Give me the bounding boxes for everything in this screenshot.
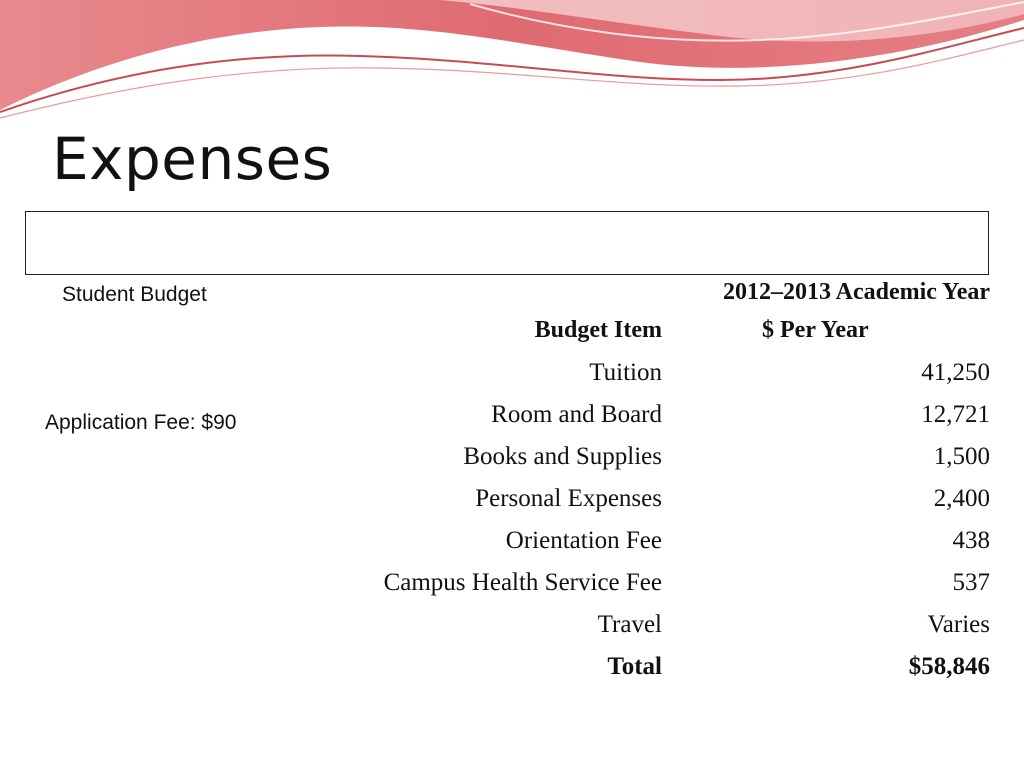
- table-row: [300, 611, 990, 651]
- amount-cell: 2,400: [933, 485, 990, 512]
- table-row: [300, 569, 990, 609]
- decorative-banner: [0, 0, 1024, 130]
- amount-cell: 438: [952, 527, 990, 554]
- budget-item-cell: Orientation Fee: [505, 527, 662, 554]
- total-amount-cell: $58,846: [908, 653, 990, 680]
- empty-frame-box: [25, 211, 989, 275]
- application-fee-label: Application Fee: $90: [45, 411, 237, 434]
- amount-cell: 12,721: [921, 401, 990, 428]
- amount-cell: 41,250: [921, 359, 990, 386]
- budget-item-cell: Campus Health Service Fee: [383, 569, 662, 596]
- amount-cell: Varies: [927, 611, 990, 638]
- table-row: [300, 443, 990, 483]
- amount-cell: 537: [952, 569, 990, 596]
- column-header-per-year: $ Per Year: [762, 317, 869, 343]
- table-row: [300, 401, 990, 441]
- slide-title: Expenses: [52, 125, 333, 193]
- table-row: [300, 527, 990, 567]
- budget-item-cell: Tuition: [589, 359, 662, 386]
- table-row: [300, 485, 990, 525]
- student-budget-label: Student Budget: [62, 283, 207, 306]
- budget-item-cell: Books and Supplies: [463, 443, 662, 470]
- amount-cell: 1,500: [933, 443, 990, 470]
- budget-item-cell: Personal Expenses: [475, 485, 662, 512]
- total-label-cell: Total: [607, 653, 662, 680]
- column-header-budget-item: Budget Item: [534, 317, 662, 343]
- budget-item-cell: Room and Board: [491, 401, 662, 428]
- table-row: [300, 359, 990, 399]
- budget-item-cell: Travel: [597, 611, 662, 638]
- table-total-row: [300, 653, 990, 693]
- table-period-heading: 2012–2013 Academic Year: [722, 279, 990, 305]
